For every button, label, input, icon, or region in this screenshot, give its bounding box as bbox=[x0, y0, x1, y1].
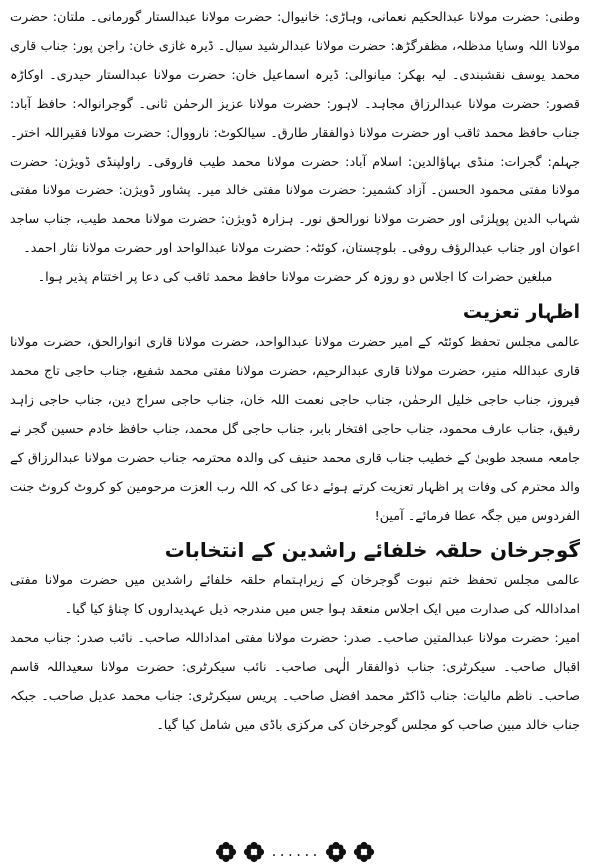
closing-paragraph: مبلغین حضرات کا اجلاس دو روزہ کر حضرت مولانا حافظ محمد ثاقب کی دعا پر اختتام پذیر ہوا۔ bbox=[37, 270, 553, 286]
section-heading-condolence: اظہار تعزیت bbox=[462, 301, 580, 324]
flower-ornament-icon bbox=[215, 841, 237, 863]
flower-ornament-icon bbox=[325, 841, 347, 863]
elections-intro-paragraph: عالمی مجلس تحفظ ختم نبوت گوجرخان کے زیراہتمام حلقہ خلفائے راشدین میں حضرت مولانا مفتی امداداللہ کی صدارت میں ایک اجلاس منعقد ہوا جس میں مندرجہ ذیل عہدیداروں کا چناؤ کیا گیا۔ bbox=[10, 573, 580, 618]
flower-ornament-icon bbox=[243, 841, 265, 863]
section-divider bbox=[0, 840, 590, 864]
condolence-paragraph: عالمی مجلس تحفظ کوئٹہ کے امیر حضرت مولانا عبدالواحد، حضرت مولانا قاری انوارالحق، حضرت مولانا قاری عبداللہ منیر، حضرت مولانا قاری عبدالرحیم، حضرت مولانا مفتی محمد شفیع، جناب حاجی تاج محمد فیروز، جناب حاجی خلیل الرحمٰن، جناب حاجی نعمت اللہ خان، جناب حاجی سراج دین، جناب حاجی زاہد رفیق، جناب عارف محمود، جناب حاجی افتخار بابر، جناب حاجی گل محمد، جناب حافظ خادم حسین گجر نے جامعہ مسجد طوبیٰ کے خطیب جناب قاری محمد حنیف کی والدہ محترمہ جناب حضرت مولانا عبدالرزاق کے والد محترم کی وفات پر اظہار تعزیت کرتے ہوئے دعا کی کہ اللہ رب العزت مرحومین کو کروٹ کروٹ جنت الفردوس میں جگہ عطا فرمائے۔ آمین! bbox=[10, 335, 580, 524]
divider-dots: ...... bbox=[270, 845, 320, 859]
section-heading-elections: گوجرخان حلقہ خلفائے راشدین کے انتخابات bbox=[164, 538, 580, 563]
flower-ornament-icon bbox=[353, 841, 375, 863]
body-paragraph: وطنی: حضرت مولانا عبدالحکیم نعمانی، وہاڑی: خانیوال: حضرت مولانا عبدالستار گورمانی۔ ملتان: حضرت مولانا اللہ وسایا مدظلہ، مظفرگڑھ: حضرت مولانا عبدالرشید سیال۔ ڈیرہ غازی خان: راجن پور: جناب قاری محمد یوسف نقشبندی۔ لیہ بھکر: میانوالی: ڈیرہ اسماعیل خان: حضرت مولانا عبدالستار حیدری۔ اوکاڑہ قصور: حضرت مولانا عبدالرزاق مجاہد۔ لاہور: حضرت مولانا عزیز الرحمٰن ثانی۔ گوجرانوالہ: حافظ آباد: جناب حافظ محمد ثاقب اور حضرت مولانا ذوالفقار طارق۔ سیالکوٹ: نارووال: حضرت مولانا فقیراللہ اختر۔ جہلم: گجرات: منڈی بہاؤالدین: اسلام آباد: حضرت مولانا محمد طیب فاروقی۔ راولپنڈی ڈویژن: حضرت مولانا مفتی محمود الحسن۔ آزاد کشمیر: حضرت مولانا مفتی خالد میر۔ پشاور ڈویژن: حضرت مولانا مفتی شہاب الدین پوپلزئی اور حضرت مولانا نورالحق نور۔ ہزارہ ڈویژن: حضرت مولانا محمد طیب، جناب ساجد اعوان اور جناب عبدالرؤف روفی۔ بلوچستان، کوئٹہ: حضرت مولانا عبدالواحد اور حضرت مولانا نثار احمد۔ bbox=[10, 10, 580, 257]
elections-officers-paragraph: امیر: حضرت مولانا عبدالمتین صاحب۔ صدر: حضرت مولانا مفتی امداداللہ صاحب۔ نائب صدر: جناب محمد اقبال صاحب۔ سیکرٹری: جناب ذوالفقار الٰہی صاحب۔ نائب سیکرٹری: حضرت مولانا سعیداللہ قاسم صاحب۔ ناظم مالیات: جناب ڈاکٹر محمد افضل صاحب۔ پریس سیکرٹری: جناب محمد عدیل صاحب۔ جبکہ جناب خالد مبین صاحب کو مجلس گوجرخان کی مرکزی باڈی میں شامل کیا گیا۔ bbox=[10, 631, 580, 733]
